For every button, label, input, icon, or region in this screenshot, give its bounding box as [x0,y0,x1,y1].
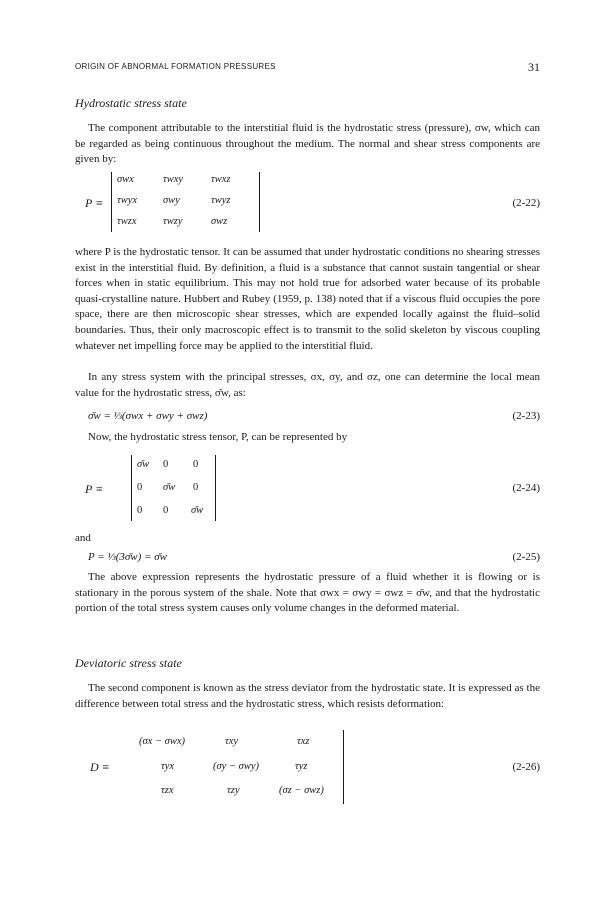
matrix-cell: σ̄w [191,505,204,516]
matrix-cell: 0 [137,505,143,516]
matrix-cell: τyx [161,761,175,772]
equation-2-22 [75,172,540,232]
matrix-cell: τwzy [163,216,183,227]
equation-number: (2-26) [512,761,540,773]
matrix-determinant [111,172,261,232]
matrix-cell: τxy [225,736,239,747]
word-and: and [75,532,91,544]
matrix-determinant [131,455,217,521]
equation-number: (2-23) [512,410,540,422]
paragraph-hydrostatic-tensor: where P is the hydrostatic tensor. It can be assumed that under hydrostatic conditions no shearing stresses exist in the interstitial fluid. By definition, a fluid is a substance that cannot sustain tangential or shear forces when in static equilibrium. This may not hold true for adsorbed water because of its probable quasi-crystalline nature. Hubbert and Rubey (1959, p. 138) noted that if a viscous fluid occupies the pore space, there are then microscopic shear stresses, which are expended locally against the fluid–solid boundaries. Thus, their only macroscopic effect is to transmit to the solid skeleton by viscous coupling whatever net impelling force may be applied to the interstitial fluid. [75,246,540,352]
matrix-cell: τwzx [117,216,137,227]
matrix-right-bar [259,172,260,232]
matrix-cell: τwyx [117,195,138,206]
matrix-cell: (σy − σwy) [213,761,260,772]
matrix-cell: σwx [117,174,134,185]
matrix-cell: σ̄w [163,482,176,493]
equation-number: (2-25) [512,551,540,563]
matrix-cell: τxz [297,736,310,747]
equation-lhs: D ≡ [90,760,110,774]
matrix-cell: τzx [161,785,174,796]
page-number: 31 [528,60,540,74]
paragraph-tensor-representation: Now, the hydrostatic stress tensor, P, can be represented by [88,431,348,443]
equation-text: σ̄w = ⅓(σwx + σwy + σwz) [88,410,208,422]
matrix-cell: σ̄w [137,459,150,470]
matrix-cell: τwyz [211,195,231,206]
matrix-cell: τwxz [211,174,231,185]
matrix-right-bar [343,730,344,804]
page-header [75,60,540,76]
equation-2-24 [75,455,540,521]
section-title-hydrostatic: Hydrostatic stress state [75,96,187,110]
equation-lhs: P ≡ [85,482,104,496]
matrix-cell: 0 [193,482,199,493]
matrix-cell: 0 [137,482,143,493]
matrix-cell: σwy [163,195,180,206]
matrix-cell: τyz [295,761,308,772]
matrix-left-bar [131,455,132,521]
equation-lhs: P ≡ [85,196,104,210]
equation-number: (2-24) [512,482,540,494]
equation-number: (2-22) [512,197,540,209]
equation-2-26 [75,730,540,804]
matrix-cell: τzy [227,785,240,796]
matrix-right-bar [215,455,216,521]
paragraph-intro: The component attributable to the interstitial fluid is the hydrostatic stress (pressure), σw, which can be regarded as being continuous throughout the medium. The normal and shear stress components are given by: [75,122,540,166]
paragraph-hydrostatic-pressure: The above expression represents the hydrostatic pressure of a fluid whether it is flowing or is stationary in the porous system of the shale. Note that σwx = σwy = σwz = σ̄w, and that the hydrostatic portion of the total stress system causes only volume changes in the deformed material. [75,571,540,615]
matrix-left-bar [111,172,112,232]
paragraph-stress-deviator: The second component is known as the stress deviator from the hydrostatic state. It is expressed as the difference between total stress and the hydrostatic stress, which resists deformation: [75,682,540,710]
matrix-cell: 0 [193,459,199,470]
paragraph-principal-stresses: In any stress system with the principal stresses, σx, σy, and σz, one can determine the local mean value for the hydrostatic stress, σ̄w, as: [75,371,540,399]
running-head: ORIGIN OF ABNORMAL FORMATION PRESSURES [75,62,276,71]
matrix-determinant [133,730,345,804]
matrix-cell: τwxy [163,174,184,185]
matrix-cell: σwz [211,216,228,227]
matrix-cell: (σx − σwx) [139,736,186,747]
matrix-cell: (σz − σwz) [279,785,324,796]
equation-text: P = ⅓(3σ̄w) = σ̄w [88,551,167,563]
matrix-cell: 0 [163,505,169,516]
matrix-cell: 0 [163,459,169,470]
section-title-deviatoric: Deviatoric stress state [75,656,182,670]
